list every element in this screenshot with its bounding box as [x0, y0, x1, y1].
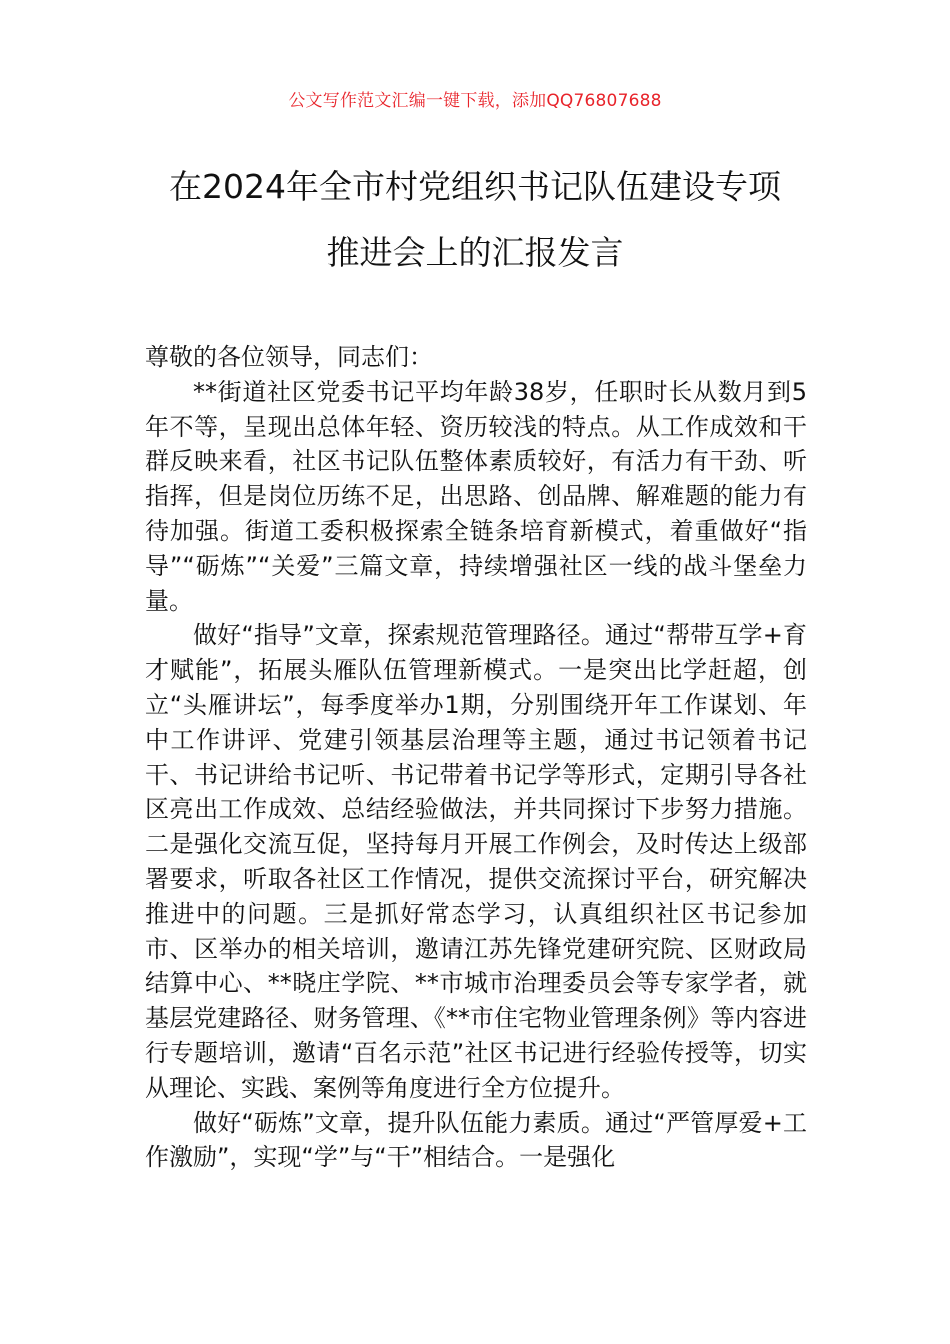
document-body: [145, 340, 807, 1175]
title-line-2: 推进会上的汇报发言: [326, 233, 624, 272]
document-title: [120, 154, 830, 286]
download-notice: 公文写作范文汇编一键下载，添加QQ76807688: [288, 91, 662, 111]
salutation: 尊敬的各位领导，同志们：: [145, 343, 433, 371]
paragraph-3: 做好“砺炼”文章，提升队伍能力素质。通过“严管厚爱+工作激励”，实现“学”与“干”相结合。一是强化: [145, 1108, 807, 1172]
title-line-1: 在2024年全市村党组织书记队伍建设专项: [169, 167, 781, 206]
paragraph-1: **街道社区党委书记平均年龄38岁，任职时长从数月到5年不等，呈现出总体年轻、资历较浅的特点。从工作成效和干群反映来看，社区书记队伍整体素质较好，有活力有干劲、听指挥，但是岗位历练不足，出思路、创品牌、解难题的能力有待加强。街道工委积极探索全链条培育新模式，着重做好“指导”“砺炼”“关爱”三篇文章，持续增强社区一线的战斗堡垒力量。: [145, 377, 807, 615]
paragraph-2: 做好“指导”文章，探索规范管理路径。通过“帮带互学+育才赋能”，拓展头雁队伍管理新模式。一是突出比学赶超，创立“头雁讲坛”，每季度举办1期，分别围绕开年工作谋划、年中工作讲评、党建引领基层治理等主题，通过书记领着书记干、书记讲给书记听、书记带着书记学等形式，定期引导各社区亮出工作成效、总结经验做法，并共同探讨下步努力措施。二是强化交流互促，坚持每月开展工作例会，及时传达上级部署要求，听取各社区工作情况，提供交流探讨平台，研究解决推进中的问题。三是抓好常态学习，认真组织社区书记参加市、区举办的相关培训，邀请江苏先锋党建研究院、区财政局结算中心、**晓庄学院、**市城市治理委员会等专家学者，就基层党建路径、财务管理、《**市住宅物业管理条例》等内容进行专题培训，邀请“百名示范”社区书记进行经验传授等，切实从理论、实践、案例等角度进行全方位提升。: [145, 621, 807, 1102]
